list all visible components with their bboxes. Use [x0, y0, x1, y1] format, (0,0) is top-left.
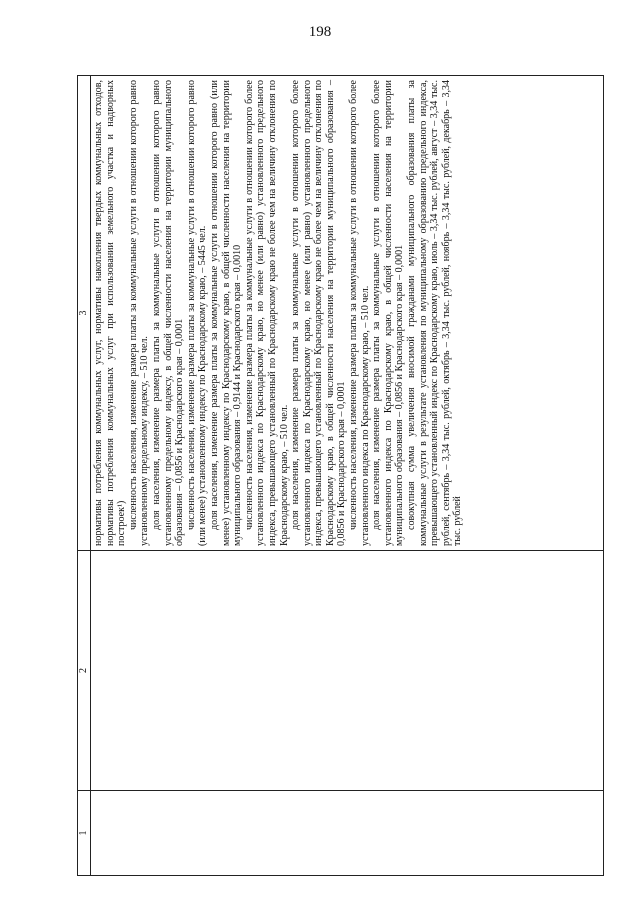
cell-col-1 [91, 791, 604, 876]
paragraph-population-below-index: численность населения, изменение размера платы за коммунальные услуги в отношении которого равно (или менее) установленному индексу по Краснодарскому краю, – 5445 чел. [185, 80, 209, 546]
table-header-row [78, 76, 91, 876]
paragraph-population-equal-limit: численность населения, изменение размера платы за коммунальные услуги в отношении которого равно установленному предельному индексу, – 510 чел. [127, 80, 151, 546]
paragraph-share-equal-limit: доля населения, изменение размера платы за коммунальные услуги в отношении которого равно установленному предельному индексу, в общей численности населения на территории муниципального образования – 0,0856 и Краснодарского края – 0,0001 [150, 80, 186, 546]
rotated-table-container [77, 76, 604, 876]
cell-col-3 [91, 76, 604, 551]
header-col-1: 1 [78, 791, 91, 876]
paragraph-population-above-index-within-deviation: численность населения, изменение размера платы за коммунальные услуги в отношении которого более установленного индекса по Краснодарскому краю, но менее (или равно) установленного предельного индекса, превышающего установленный по Краснодарскому краю не более чем на величину отклонения по Краснодарскому краю, – 510 чел. [243, 80, 290, 546]
table-row [91, 76, 604, 876]
cell-col-2 [91, 551, 604, 791]
page-number: 198 [308, 24, 332, 40]
paragraph-share-above-index-within-deviation: доля населения, изменение размера платы за коммунальные услуги в отношении которого более установленного индекса по Краснодарскому краю, но менее (или равно) установленного предельного индекса, превышающего установленный по Краснодарскому краю не более чем на величину отклонения по Краснодарскому краю, в общей численности населения на территории муниципального образования – 0,0856 и Краснодарского края – 0,0001 [290, 80, 348, 546]
header-col-3: 3 [78, 76, 91, 551]
header-col-2: 2 [78, 551, 91, 791]
paragraph-population-above-index: численность населения, изменение размера платы за коммунальные услуги в отношении которого более установленного индекса по Краснодарскому краю, – 510 чел. [348, 80, 371, 546]
cell-col-3-text [91, 76, 464, 550]
paragraph-norms: нормативы потребления коммунальных услуг, нормативы накопления твердых коммунальных отходов, нормативы потребления коммунальных услуг при использовании земельного участка и надворных построек¹) [93, 80, 128, 546]
paragraph-share-above-index: доля населения, изменение размера платы за коммунальные услуги в отношении которого более установленного индекса по Краснодарскому краю, в общей численности населения на территории муниципального образования – 0,0856 и Краснодарского края – 0,0001 [371, 80, 406, 546]
paragraph-share-below-index: доля населения, изменение размера платы за коммунальные услуги в отношении которого равно (или менее) установленному индексу по Краснодарскому краю, в общей численности населения на территории муниципального образования – 0,9144 и Краснодарского края – 0,0010 [208, 80, 244, 546]
data-table [77, 75, 604, 876]
paragraph-total-increase: совокупная сумма увеличения вносимой гражданами муниципального образования платы за коммунальные услуги в результате установления по муниципальному образованию предельного индекса, превышающего установленный индекс по Краснодарскому краю, июль – 3,34 тыс. рублей, август – 3,34 тыс. рублей, сентябрь – 3,34 тыс. рублей, октябрь – 3,34 тыс. рублей, ноябрь – 3,34 тыс. рублей, декабрь – 3,34 тыс. рублей [406, 80, 464, 546]
